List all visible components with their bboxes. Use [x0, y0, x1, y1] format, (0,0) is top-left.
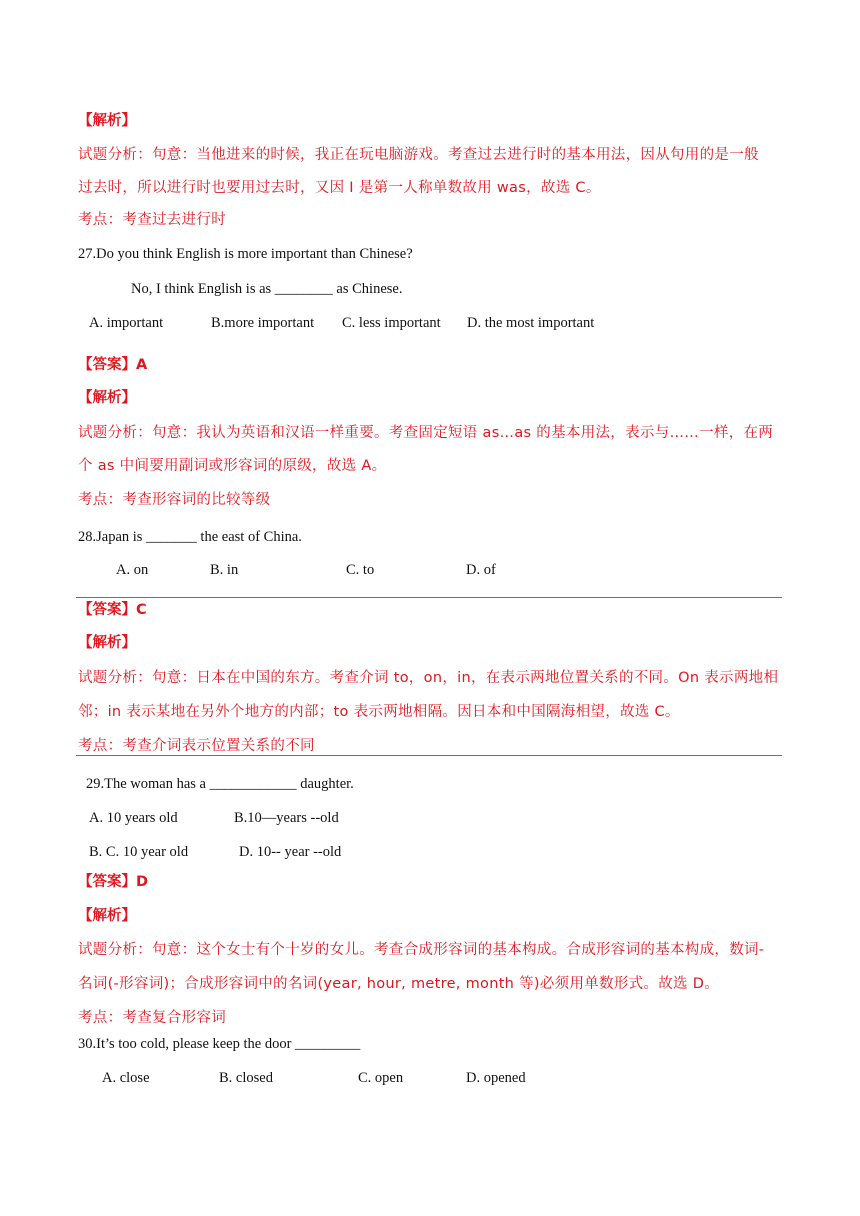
analysis-line-28-2: 邻；in 表示某地在另外个地方的内部；to 表示两地相隔。因日本和中国隔海相望，故选 C。: [78, 704, 680, 720]
option-27-d: D. the most important: [467, 315, 595, 331]
analysis-line-28-1: 试题分析：句意：日本在中国的东方。考查介词 to，on，in，在表示两地位置关系的不同。On 表示两地相: [78, 670, 779, 686]
option-28-a: A. on: [116, 562, 149, 578]
analysis-line-27-2: 个 as 中间要用副词或形容词的原级，故选 A。: [78, 458, 387, 474]
option-30-a: A. close: [102, 1070, 150, 1086]
option-29-c: B. C. 10 year old: [89, 844, 189, 860]
option-27-c: C. less important: [342, 315, 441, 331]
answer-27: 【答案】A: [78, 357, 148, 373]
kaodian-28: 考点：考查介词表示位置关系的不同: [78, 738, 315, 754]
option-30-d: D. opened: [466, 1070, 526, 1086]
kaodian-29: 考点：考查复合形容词: [78, 1010, 226, 1026]
jiexi-label-28: 【解析】: [78, 635, 136, 651]
question-27-line2: No, I think English is as ________ as Chinese.: [131, 281, 403, 297]
option-30-b: B. closed: [219, 1070, 273, 1086]
option-29-a: A. 10 years old: [89, 810, 178, 826]
option-28-c: C. to: [346, 562, 375, 578]
analysis-line-27-1: 试题分析：句意：我认为英语和汉语一样重要。考查固定短语 as…as 的基本用法，表示与……一样，在两: [78, 425, 774, 441]
option-28-d: D. of: [466, 562, 496, 578]
question-27-stem: 27.Do you think English is more important than Chinese?: [78, 246, 413, 262]
jiexi-label-27: 【解析】: [78, 390, 136, 406]
answer-28: 【答案】C: [78, 602, 147, 618]
answer-29: 【答案】D: [78, 874, 149, 890]
question-29-stem: 29.The woman has a ____________ daughter.: [86, 776, 354, 792]
analysis-line-29-2: 名词(-形容词)；合成形容词中的名词(year, hour, metre, month 等)必须用单数形式。故选 D。: [78, 976, 720, 992]
divider-top-28: [76, 597, 782, 598]
divider-bottom-28: [76, 755, 782, 756]
jiexi-label-29: 【解析】: [78, 908, 136, 924]
analysis-line-29-1: 试题分析：句意：这个女士有个十岁的女儿。考查合成形容词的基本构成。合成形容词的基本构成，数词-: [78, 942, 765, 958]
kaodian-26: 考点：考查过去进行时: [78, 212, 226, 228]
option-29-d: D. 10-- year --old: [239, 844, 342, 860]
option-30-c: C. open: [358, 1070, 404, 1086]
analysis-line-26-1: 试题分析：句意：当他进来的时候，我正在玩电脑游戏。考查过去进行时的基本用法，因从句用的是一般: [78, 147, 759, 163]
option-27-a: A. important: [89, 315, 164, 331]
option-29-b: B.10—years --old: [234, 810, 339, 826]
question-30-stem: 30.It’s too cold, please keep the door _________: [78, 1036, 361, 1052]
analysis-line-26-2: 过去时，所以进行时也要用过去时，又因 I 是第一人称单数故用 was，故选 C。: [78, 180, 601, 196]
jiexi-label-26: 【解析】: [78, 113, 136, 129]
option-28-b: B. in: [210, 562, 239, 578]
option-27-b: B.more important: [211, 315, 315, 331]
question-28-stem: 28.Japan is _______ the east of China.: [78, 529, 302, 545]
kaodian-27: 考点：考查形容词的比较等级: [78, 492, 271, 508]
